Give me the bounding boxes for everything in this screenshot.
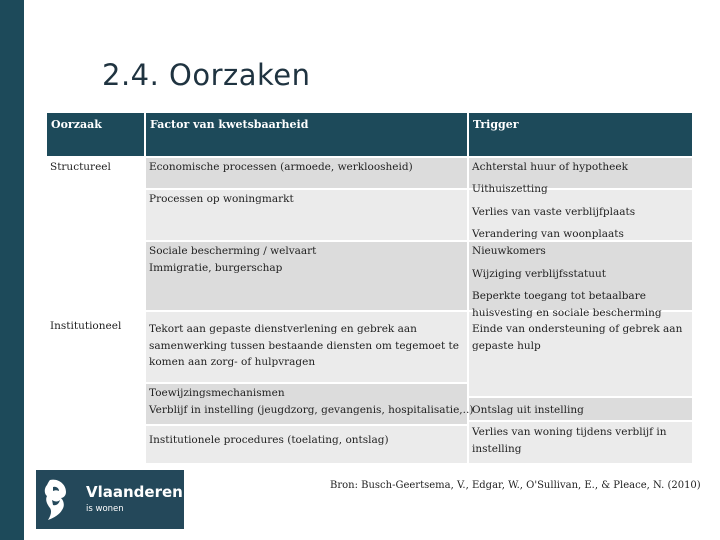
factor-text: samenwerking tussen bestaande diensten om tegemoet te [149,340,459,352]
trigger-text: Uithuiszetting [472,183,548,195]
vlaanderen-logo [36,470,184,529]
left-accent-bar [0,0,24,540]
header-factor: Factor van kwetsbaarheid [146,113,467,156]
trigger-text: instelling [472,443,522,455]
trigger-text: Achterstal huur of hypotheek [472,161,628,173]
header-cause: Oorzaak [47,113,144,156]
cause-structural: Structureel [50,161,111,173]
trigger-text: Verlies van woning tijdens verblijf in [472,426,667,438]
trigger-text: huisvesting en sociale bescherming [472,307,662,319]
header-trigger: Trigger [469,113,692,156]
factor-text: komen aan zorg- of hulpvragen [149,356,316,368]
trigger-text: Beperkte toegang tot betaalbare [472,290,646,302]
flemish-lion-icon [40,476,72,523]
factor-text: Sociale bescherming / welvaart [149,245,317,257]
logo-tagline: is wonen [86,504,124,514]
source-citation: Bron: Busch-Geertsema, V., Edgar, W., O'Sullivan, E., & Pleace, N. (2010) [330,480,701,491]
factor-text: Immigratie, burgerschap [149,262,283,274]
factor-text: Economische processen (armoede, werkloosheid) [149,161,413,173]
trigger-text: Verlies van vaste verblijfplaats [472,206,636,218]
cause-institutional: Institutioneel [50,320,122,332]
factor-text: Tekort aan gepaste dienstverlening en gebrek aan [149,323,417,335]
trigger-text: Wijziging verblijfsstatuut [472,268,606,280]
trigger-text: Verandering van woonplaats [472,228,624,240]
cause-column [47,158,144,463]
factor-text: Institutionele procedures (toelating, ontslag) [149,434,389,446]
factor-text: Toewijzingsmechanismen [149,387,285,399]
logo-name: Vlaanderen [86,483,183,501]
page-title: 2.4. Oorzaken [102,58,311,92]
factor-text: Processen op woningmarkt [149,193,294,205]
trigger-text: Nieuwkomers [472,245,546,257]
trigger-text: Ontslag uit instelling [472,404,584,416]
trigger-text: Einde van ondersteuning of gebrek aan [472,323,683,335]
trigger-text: gepaste hulp [472,340,541,352]
factor-text: Verblijf in instelling (jeugdzorg, gevangenis, hospitalisatie,..) [149,404,474,416]
